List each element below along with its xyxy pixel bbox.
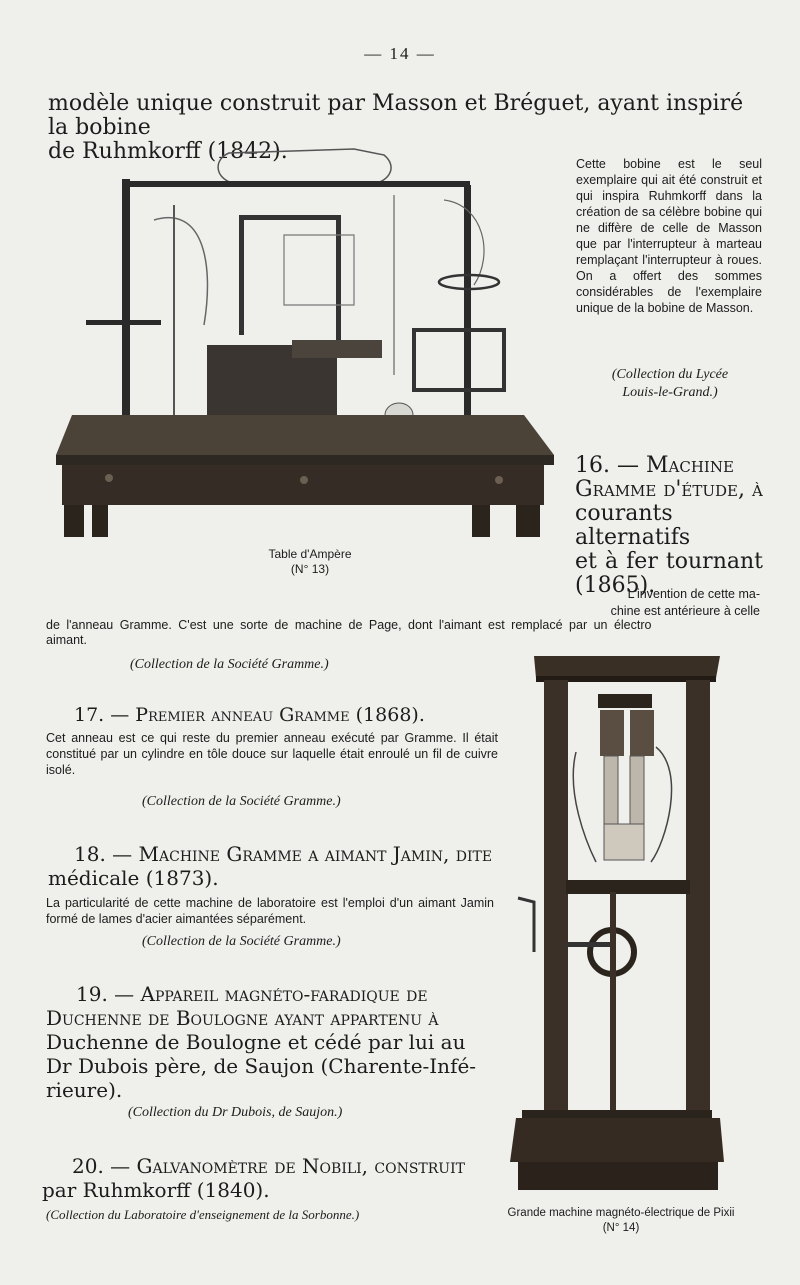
item-20-title-line-2: par Ruhmkorff (1840). xyxy=(42,1178,270,1202)
figure-14-caption xyxy=(486,1206,756,1236)
item-20-collection: (Collection du Laboratoire d'enseignement de la Sorbonne.) xyxy=(46,1207,360,1222)
item-20-title-line-1: 20. — Galvanomètre de Nobili, construit xyxy=(72,1154,465,1178)
item-18-text: La particularité de cette machine de laboratoire est l'emploi d'un aimant Jamin formé de lames d'acier aimantées séparément. xyxy=(46,896,494,926)
figure-13-caption-title: Table d'Ampère xyxy=(268,547,352,561)
item-18-title-line-2: médicale (1873). xyxy=(48,866,219,890)
pixii-machine-figure xyxy=(506,652,724,1197)
item-16-title-line-4: et à fer tournant xyxy=(575,549,763,574)
item-17-title: 17. — Premier anneau Gramme (1868). xyxy=(74,704,425,726)
ampere-table-figure xyxy=(54,145,559,540)
figure-13-caption xyxy=(230,547,390,577)
figure-14-caption-title: Grande machine magnéto-électrique de Pixii xyxy=(507,1207,735,1219)
intro-line-2: de Ruhmkorff (1842). xyxy=(48,139,288,164)
item-16-title-line-3: courants alternatifs xyxy=(575,501,691,550)
item-20-heading xyxy=(42,1154,502,1202)
item-19-collection: (Collection du Dr Dubois, de Saujon.) xyxy=(128,1105,343,1120)
item-19-title-line-1: 19. — Appareil magnéto-faradique de xyxy=(76,982,428,1006)
sidebar-collection-line-2: Louis-le-Grand.) xyxy=(622,385,718,400)
item-16-text-4: aimant. xyxy=(46,633,87,647)
item-18-collection: (Collection de la Société Gramme.) xyxy=(142,934,341,949)
item-19-title-line-2: Duchenne de Boulogne ayant appartenu à xyxy=(46,1006,439,1030)
item-19-title-line-5: rieure). xyxy=(46,1078,123,1102)
item-16-title-line-1 xyxy=(575,454,763,478)
intro-line-1: modèle unique construit par Masson et Bréguet, ayant inspiré la bobine xyxy=(48,91,744,140)
item-19-title-line-3: Duchenne de Boulogne et cédé par lui au xyxy=(46,1030,466,1054)
item-18-title-line-1: 18. — Machine Gramme a aimant Jamin, dite xyxy=(74,842,493,866)
sidebar-note-text: Cette bobine est le seul exemplaire qui ait été construit et qui inspira Ruhmkorff dans la création de sa célèbre bobine qui ne diffère de celle de Masson que par l'interrupteur à marteau remplaçant l'interrupteur à roues. On a offert des sommes considérables de l'exemplaire unique de la bobine de Masson. xyxy=(576,157,762,315)
item-16-text-2: chine est antérieure à celle xyxy=(610,604,760,618)
item-18-heading xyxy=(48,842,508,890)
item-16-heading xyxy=(575,454,763,598)
sidebar-collection-line-1: (Collection du Lycée xyxy=(611,367,729,382)
item-17-text: Cet anneau est ce qui reste du premier anneau exécuté par Gramme. Il était constitué par un cylindre en tôle douce sur laquelle était enroulé un fil de cuivre isolé. xyxy=(46,731,498,777)
item-16-title-line-2: Gramme d'étude, à xyxy=(575,477,763,502)
item-19-title-line-4: Dr Dubois père, de Saujon (Charente-Infé- xyxy=(46,1054,477,1078)
item-16-text-1: L'invention de cette ma- xyxy=(627,587,760,601)
figure-14-caption-number: (N° 14) xyxy=(602,1222,640,1234)
item-16-text-3: de l'anneau Gramme. C'est une sorte de machine de Page, dont l'aimant est remplacé par un électro xyxy=(46,618,652,632)
item-19-heading xyxy=(46,982,496,1102)
item-16-number: 16. — xyxy=(575,453,639,478)
item-17-collection: (Collection de la Société Gramme.) xyxy=(142,794,341,809)
figure-13-caption-number: (N° 13) xyxy=(290,562,330,576)
sidebar-note-collection xyxy=(575,366,765,402)
item-16-title-a: Machine xyxy=(645,453,734,478)
item-16-title-line-5: (1865). xyxy=(575,573,656,598)
item-16-collection: (Collection de la Société Gramme.) xyxy=(130,657,329,672)
page-number: — 14 — xyxy=(364,44,436,63)
